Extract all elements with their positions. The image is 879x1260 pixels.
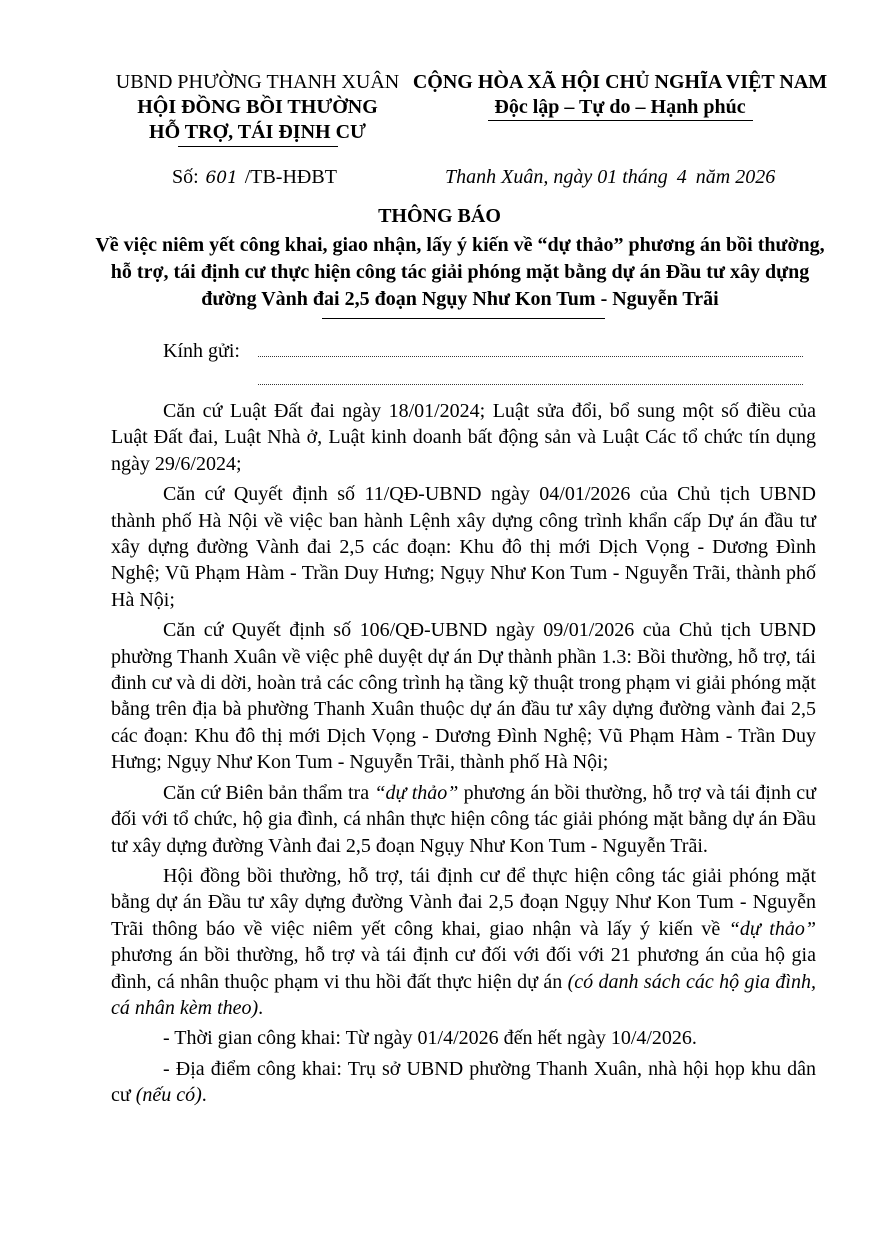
date-month: 4: [676, 166, 687, 188]
date-year: năm 2026: [695, 166, 776, 188]
p5-text-b: phương án bồi thường, hỗ trợ và tái định cư đối với đối với 21 phương án của hộ gia đình, cá nhân thuộc phạm vi thu hồi đất thực hiện dự án: [111, 944, 816, 993]
recipient-label: Kính gửi:: [163, 340, 240, 362]
authority-line-1: UBND PHƯỜNG THANH XUÂN: [115, 71, 400, 93]
p4-text-a: Căn cứ Biên bản thẩm tra: [163, 781, 375, 804]
authority-underline: [178, 146, 338, 147]
p5-italic-2: (có danh sách các hộ gia đình, cá nhân kèm theo): [111, 970, 816, 1019]
p4-italic: “dự thảo”: [374, 781, 459, 804]
p7-italic: (nếu có): [135, 1084, 202, 1107]
issuing-authority-block: [100, 70, 415, 147]
document-number: [172, 166, 337, 189]
subject-underline: [322, 318, 605, 319]
authority-line-2: HỘI ĐỒNG BỒI THƯỜNG: [137, 96, 378, 118]
p7-end: .: [201, 1084, 207, 1107]
country-name: CỘNG HÒA XÃ HỘI CHỦ NGHĨA VIỆT NAM: [412, 71, 828, 93]
recipient-dotted-line-1: [258, 356, 803, 357]
date-place: Thanh Xuân, ngày: [445, 166, 593, 188]
p5-text-a: Hội đồng bồi thường, hỗ trợ, tái định cư để thực hiện công tác giải phóng mặt bằng dự án Đầu tư xây dựng đường Vành đai 2,5 đoạn Ngụy Như Kon Tum - Nguyễn Trãi thông báo về việc niêm yết công khai, giao nhận và lấy ý kiến về: [111, 864, 816, 940]
p7-text-a: - Địa điểm công khai: Trụ sở UBND phường Thanh Xuân, nhà hội họp khu dân cư: [111, 1057, 816, 1107]
paragraph-location: [111, 1056, 816, 1109]
p5-end: .: [258, 996, 264, 1019]
doc-number-suffix: /TB-HĐBT: [244, 166, 337, 188]
authority-line-3: HỖ TRỢ, TÁI ĐỊNH CƯ: [149, 121, 366, 143]
paragraph-announcement: [111, 863, 816, 1021]
paragraph-legal-basis-3: Căn cứ Quyết định số 106/QĐ-UBND ngày 09/01/2026 của Chủ tịch UBND phường Thanh Xuân về việc phê duyệt dự án Dự thành phần 1.3: Bồi thường, hỗ trợ, tái đinh cư và di dời, hoàn trả các công trình hạ tầng kỹ thuật trong phạm vi giải phóng mặt bằng trên địa bà phường Thanh Xuân thuộc dự án đầu tư xây dựng đường vành đai 2,5 các đoạn: Khu đô thị mới Dịch Vọng - Dương Đình Nghệ; Vũ Phạm Hàm - Trần Duy Hưng; Ngụy Như Kon Tum - Nguyễn Trãi, thành phố Hà Nội;: [111, 619, 816, 774]
doc-number-value: 601: [205, 168, 238, 188]
document-date: [445, 166, 775, 189]
date-day: 01: [597, 166, 618, 188]
paragraph-legal-basis-4: [111, 780, 816, 859]
date-month-label: tháng: [622, 166, 668, 188]
national-motto-block: [410, 70, 830, 121]
document-subject: Về việc niêm yết công khai, giao nhận, lấy ý kiến về “dự thảo” phương án bồi thường, hỗ trợ, tái định cư thực hiện công tác giải phóng mặt bằng dự án Đầu tư xây dựng đường Vành đai 2,5 đoạn Ngụy Như Kon Tum - Nguyễn Trãi: [95, 234, 825, 310]
recipient-dotted-line-2: [258, 384, 803, 385]
motto: Độc lập – Tự do – Hạnh phúc: [494, 96, 746, 118]
doc-number-prefix: Số:: [172, 166, 199, 188]
p5-italic-1: “dự thảo”: [728, 917, 816, 940]
paragraph-legal-basis-1: Căn cứ Luật Đất đai ngày 18/01/2024; Luật sửa đổi, bổ sung một số điều của Luật Đất đai, Luật Nhà ở, Luật kinh doanh bất động sản và Luật Các tổ chức tín dụng ngày 29/6/2024;: [111, 400, 816, 475]
paragraph-legal-basis-2: Căn cứ Quyết định số 11/QĐ-UBND ngày 04/01/2026 của Chủ tịch UBND thành phố Hà Nội về việc ban hành Lệnh xây dựng công trình khẩn cấp Dự án đầu tư xây dựng đường Vành đai 2,5 các đoạn: Khu đô thị mới Dịch Vọng - Dương Đình Nghệ; Vũ Phạm Hàm - Trần Duy Hưng; Ngụy Như Kon Tum - Nguyễn Trãi, thành phố Hà Nội;: [111, 483, 816, 611]
document-body: [111, 398, 816, 1113]
paragraph-time: - Thời gian công khai: Từ ngày 01/4/2026 đến hết ngày 10/4/2026.: [163, 1027, 697, 1050]
motto-underline: [488, 120, 753, 121]
document-title: THÔNG BÁO: [378, 205, 501, 227]
p4-text-b: phương án bồi thường, hỗ trợ và tái định cư đối với tổ chức, hộ gia đình, cá nhân thực hiện công tác giải phóng mặt bằng dự án Đầu tư xây dựng đường Vành đai 2,5 đoạn Ngụy Như Kon Tum - Nguyễn Trãi.: [111, 781, 816, 857]
